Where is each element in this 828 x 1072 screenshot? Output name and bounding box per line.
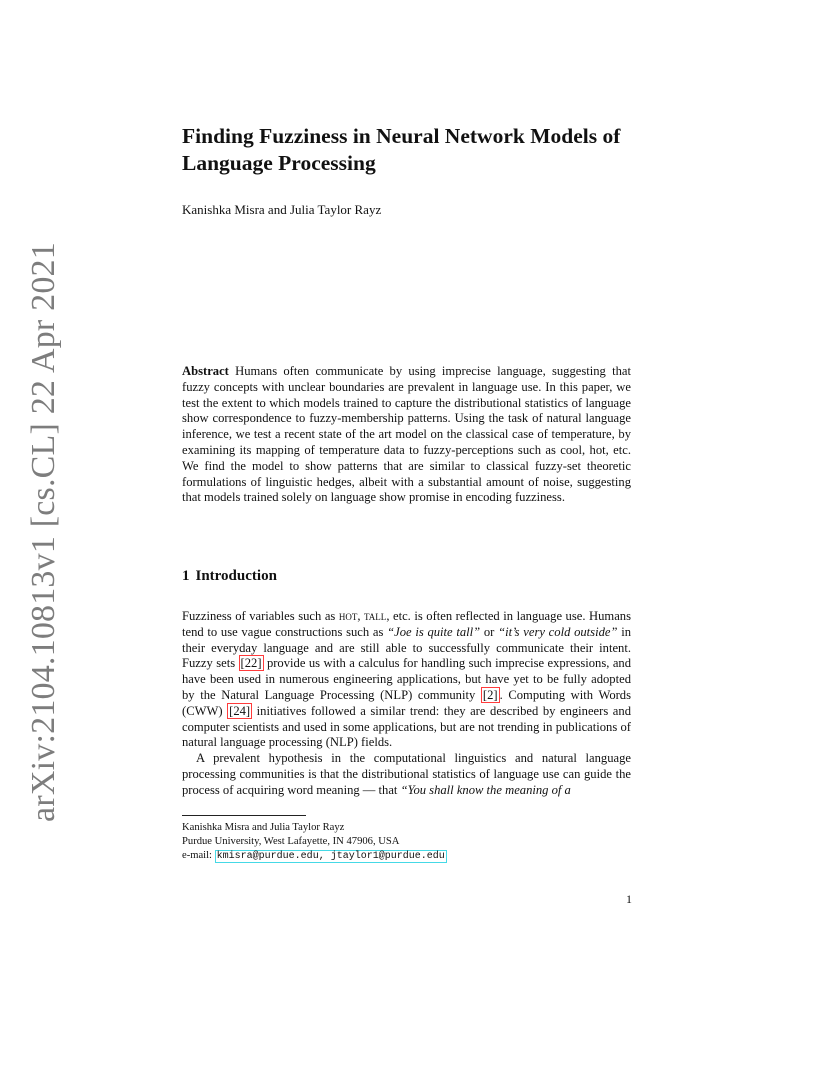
intro-paragraph-2 [182,751,631,798]
author-list: Kanishka Misra and Julia Taylor Rayz [182,202,382,217]
text-run: in their everyday language and are still able to successfully communicate their intent. Fuzzy sets [182,624,631,671]
quote-text: “You shall know the meaning of a [400,782,571,797]
text-run: . Computing with Words (CWW) [182,687,632,718]
section-title: Introduction [195,568,277,584]
example-quote: “it’s very cold outside” [498,624,618,639]
email-label: e-mail: [182,850,213,861]
abstract [182,364,631,506]
citation-link[interactable]: [2] [482,687,498,702]
text-run: Fuzziness of variables such as [182,609,339,623]
arxiv-identifier-stamp[interactable]: arXiv:2104.10813v1 [cs.CL] 22 Apr 2021 [25,242,62,822]
text-run: or [480,624,499,639]
section-heading-introduction [182,566,277,586]
term-tall: tall [364,609,387,623]
term-hot: hot [338,609,358,623]
footnote-email-line [182,849,631,864]
abstract-text: Humans often communicate by using imprecise language, suggesting that fuzzy concepts with unclear boundaries are prevalent in language use. In this paper, we test the extent to which models trained to capture the distributional statistics of language show correspondence to fuzzy-membership patterns. Using the task of natural language inference, we test a recent state of the art model on the classical case of temperature, by examining its mapping of temperature data to fuzzy-perceptions such as cool, hot, etc. We find the model to show patterns that are similar to classical fuzzy-set theoretic formulations of linguistic hedges, albeit with a substantial amount of noise, suggesting that models trained solely on language show promise in encoding fuzziness. [182,364,631,505]
footnote-names: Kanishka Misra and Julia Taylor Rayz [182,822,345,833]
text-run: , [357,609,365,623]
page-number: 1 [626,892,632,906]
text-run: provide us with a calculus for handling such imprecise expressions, and have been used in numerous engineering applications, but have yet to be fully adopted by the Natural Language Processing (NLP) community [182,656,632,702]
section-number: 1 [182,568,190,584]
abstract-label: Abstract [182,364,229,378]
footnote-divider [182,815,306,816]
footnote-affiliation: Purdue University, West Lafayette, IN 47906, USA [182,836,400,847]
email-link[interactable]: kmisra@purdue.edu, jtaylor1@purdue.edu [216,851,445,862]
text-run: A prevalent hypothesis in the computational linguistics and natural language processing communities is that the distributional statistics of language use can guide the process of acquiring word meaning — that [182,751,631,797]
paper-title: Finding Fuzziness in Neural Network Models of Language Processing [182,124,621,175]
author-footnote [182,821,631,864]
text-run: initiatives followed a similar trend: they are described by engineers and computer scientists and used in some applications, but are not trending in publications of natural language processing (NLP) fields. [182,703,631,750]
text-run: , etc. is often reflected in language use. Humans tend to use vague constructions such as [182,609,631,639]
citation-link[interactable]: [22] [240,656,262,671]
intro-paragraph-1 [182,609,631,751]
introduction-body [182,609,631,799]
citation-link[interactable]: [24] [229,703,251,718]
example-quote: “Joe is quite tall” [387,624,481,639]
